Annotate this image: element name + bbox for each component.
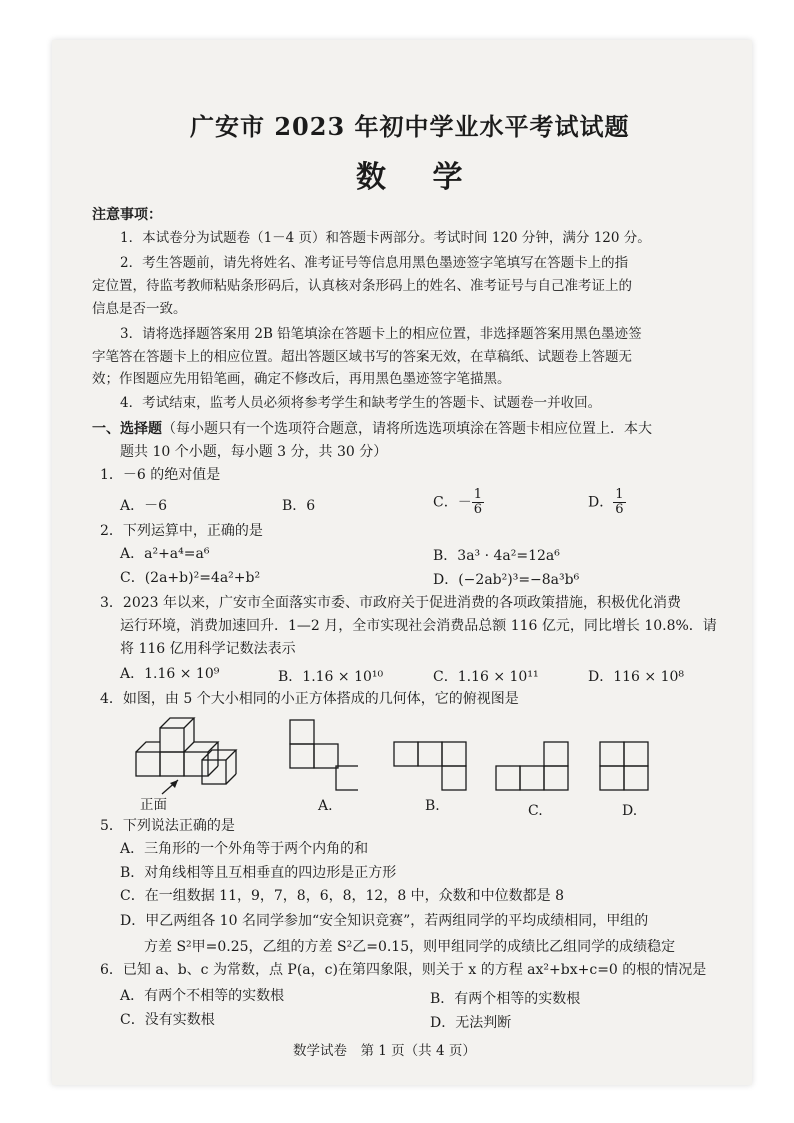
- q4-option-b: B.: [425, 798, 440, 814]
- notice-line-3: 定位置，待监考教师粘贴条形码后，认真核对条形码上的姓名、准考证号与自己准考证上的: [92, 278, 632, 294]
- q6-option-c: C．没有实数根: [120, 1012, 215, 1028]
- q4-view-d: [598, 740, 652, 792]
- q3-line-2: 运行环境，消费加速回升．1—2 月，全市实现社会消费品总额 116 亿元，同比增长 10.8%．请: [120, 618, 717, 634]
- q3-option-a: A．1.16 × 10⁹: [120, 666, 220, 682]
- q1-stem: 1．－6 的绝对值是: [100, 467, 221, 483]
- q6-option-b: B．有两个相等的实数根: [430, 991, 581, 1007]
- subject-title: 数 学: [356, 160, 481, 195]
- q3-line-1: 3．2023 年以来，广安市全面落实市委、市政府关于促进消费的各项政策措施，积极优化消费: [100, 595, 681, 611]
- q1-option-c-label: C．－: [433, 494, 472, 511]
- q4-view-c: [494, 740, 572, 792]
- q1-option-c-fraction: [472, 488, 484, 517]
- q4-stem: 4．如图，由 5 个大小相同的小正方体搭成的几何体，它的俯视图是: [100, 691, 519, 707]
- notice-line-6: 字笔答在答题卡上的相应位置。超出答题区域书写的答案无效，在草稿纸、试题卷上答题无: [92, 349, 632, 365]
- q4-front-label: 正面: [140, 797, 167, 813]
- q4-option-a: A.: [318, 798, 333, 814]
- q1-option-d: [588, 488, 626, 517]
- q6-option-a: A．有两个不相等的实数根: [120, 988, 285, 1004]
- section-desc-2: 题共 10 个小题，每小题 3 分，共 30 分）: [120, 444, 388, 460]
- q1-option-a: A．－6: [120, 498, 168, 514]
- notice-line-7: 效；作图题应先用铅笔画，确定不修改后，再用黑色墨迹签字笔描黑。: [92, 371, 511, 387]
- q1-c-numerator: 1: [473, 487, 482, 502]
- q4-view-b: [392, 740, 470, 792]
- q1-c-denominator: 6: [473, 502, 482, 517]
- notice-line-4: 信息是否一致。: [92, 301, 187, 317]
- q5-option-c: C．在一组数据 11，9，7，8，6，8，12，8 中，众数和中位数都是 8: [120, 888, 565, 904]
- q3-option-b: B．1.16 × 10¹⁰: [278, 669, 384, 685]
- q5-stem: 5．下列说法正确的是: [100, 818, 235, 834]
- q3-option-d: D．116 × 10⁸: [588, 669, 685, 685]
- q4-option-d: D.: [622, 803, 638, 819]
- q1-option-d-fraction: [613, 488, 625, 517]
- q2-option-a: A．a²+a⁴=a⁶: [120, 546, 210, 562]
- notice-line-5: 3．请将选择题答案用 2B 铅笔填涂在答题卡上的相应位置，非选择题答案用黑色墨迹签: [120, 326, 642, 342]
- notice-line-2: 2．考生答题前，请先将姓名、准考证号等信息用黑色墨迹签字笔填写在答题卡上的指: [120, 255, 629, 271]
- q2-option-b: B．3a³ · 4a²=12a⁶: [433, 548, 560, 564]
- q1-option-b: B．6: [282, 498, 316, 514]
- q3-option-c: C．1.16 × 10¹¹: [433, 669, 539, 685]
- q5-option-a: A．三角形的一个外角等于两个内角的和: [120, 841, 369, 857]
- q2-option-d: D．(−2ab²)³=−8a³b⁶: [433, 572, 580, 588]
- q6-option-d: D．无法判断: [430, 1015, 512, 1031]
- q4-view-a: [288, 718, 358, 792]
- q1-option-c: [433, 488, 484, 517]
- exam-title: 广安市 2023 年初中学业水平考试试题: [190, 112, 630, 141]
- section-heading: [92, 420, 652, 438]
- q5-option-d-line-2: 方差 S²甲=0.25，乙组的方差 S²乙=0.15，则甲组同学的成绩比乙组同学的成绩稳定: [144, 939, 676, 955]
- notice-line-8: 4．考试结束，监考人员必须将参考学生和缺考学生的答题卡、试题卷一并收回。: [120, 395, 602, 411]
- q1-option-d-label: D．: [588, 494, 614, 511]
- q3-line-3: 将 116 亿用科学记数法表示: [120, 641, 296, 657]
- q2-option-c: C．(2a+b)²=4a²+b²: [120, 570, 261, 586]
- q4-option-c: C.: [528, 803, 543, 819]
- section-title: 一、选择题: [92, 421, 162, 437]
- q5-option-d-line-1: D．甲乙两组各 10 名同学参加“安全知识竞赛”，若两组同学的平均成绩相同，甲组的: [120, 913, 649, 929]
- q4-solid-figure: [130, 714, 254, 808]
- q5-option-b: B．对角线相等且互相垂直的四边形是正方形: [120, 865, 397, 881]
- section-desc-1: （每小题只有一个选项符合题意，请将所选选项填涂在答题卡相应位置上．本大: [162, 421, 652, 437]
- q6-stem: 6．已知 a、b、c 为常数，点 P(a，c)在第四象限，则关于 x 的方程 ax²+bx+c=0 的根的情况是: [100, 962, 707, 978]
- q1-d-numerator: 1: [615, 487, 624, 502]
- notice-line-1: 1．本试卷分为试题卷（1－4 页）和答题卡两部分。考试时间 120 分钟，满分 120 分。: [120, 230, 651, 246]
- notice-heading: 注意事项：: [92, 207, 162, 223]
- q1-d-denominator: 6: [615, 502, 624, 517]
- q2-stem: 2．下列运算中，正确的是: [100, 523, 263, 539]
- page-footer: 数学试卷 第 1 页（共 4 页）: [293, 1043, 476, 1059]
